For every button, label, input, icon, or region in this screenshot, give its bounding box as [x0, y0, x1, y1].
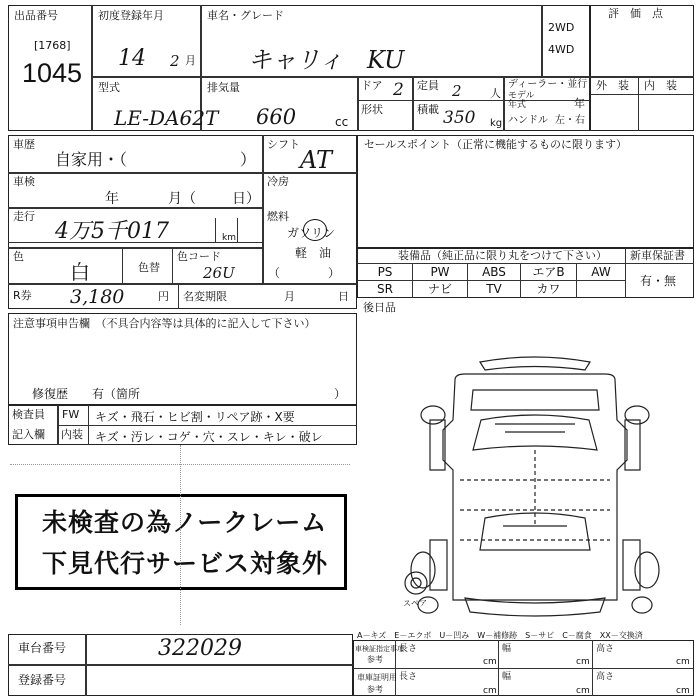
model-year-label: モデル 年式 [508, 91, 535, 110]
mileage-value: 4万5千017 [55, 219, 169, 244]
cm-5: cm [576, 686, 590, 696]
car-name-value: キャリィ KU [248, 46, 405, 74]
first-registration-year: 14 [118, 46, 146, 71]
equip-aw: AW [591, 265, 611, 279]
fuel-gasoline: ガソリン [287, 226, 336, 240]
doors-value: 2 [393, 80, 404, 100]
registration-number-label: 登録番号 [18, 673, 67, 687]
first-registration-label: 初度登録年月 [98, 9, 164, 22]
notes-label: 注意事項申告欄 （不具合内容等は具体的に記入して下さい） [13, 317, 316, 330]
lot-number-label: 出品番号 [14, 9, 58, 22]
damage-legend: A－キズ E－エクボ U－凹み W－補修跡 S－サビ C－腐食 XX－交換済 [357, 631, 643, 640]
color-label: 色 [13, 250, 24, 263]
height-label-2: 高さ [596, 672, 615, 682]
repair-history: 修復歴 有（箇所 [32, 387, 141, 401]
length-label-2: 長さ [399, 672, 418, 682]
equip-pw: PW [430, 265, 450, 279]
cm-3: cm [676, 657, 690, 667]
fuel-paren: （ ） [268, 266, 341, 280]
km-unit: km [222, 233, 236, 243]
length-label-1: 長さ [399, 644, 418, 654]
width-label-1: 幅 [502, 644, 512, 654]
equipment-title: 装備品（純正品に限り丸をつけて下さい） [398, 249, 607, 262]
fuel-label: 燃料 [267, 210, 289, 223]
recycle-label: R券 [13, 289, 32, 302]
inspection-year: 年 [105, 191, 119, 207]
handle-value: 左・右 [555, 115, 585, 126]
shape-label: 形状 [361, 103, 383, 116]
ac-label: 冷房 [267, 175, 289, 188]
inspector-fw: FW [62, 408, 80, 421]
equip-ps: PS [377, 265, 393, 279]
doors-label: ドア [361, 79, 383, 92]
cc-unit: cc [335, 115, 349, 129]
car-damage-diagram [385, 350, 685, 630]
equip-airbag: エアB [532, 265, 565, 279]
first-registration-month: 2 [170, 52, 180, 70]
drive-4wd: 4WD [548, 43, 575, 56]
name-change-day: 日 [338, 290, 349, 303]
equip-leather: カワ [536, 282, 561, 296]
warranty-label: 新車保証書 [630, 249, 685, 262]
sales-point-box [357, 135, 694, 248]
capacity-value: 2 [452, 82, 462, 100]
attached-items-label: 後日品 [363, 301, 396, 314]
name-change-month: 月 [284, 290, 295, 303]
lot-number: 1045 [22, 58, 83, 88]
garage-cert-label: 車庫証明用 [357, 673, 397, 682]
displacement-value: 660 [256, 105, 297, 129]
kg-unit: kg [490, 118, 503, 129]
dealer-label: ディーラー・並行 [508, 79, 588, 90]
month-suffix: 月 [185, 54, 196, 67]
inspector-interior-text: キズ・汚レ・コゲ・穴・スレ・キレ・破レ [95, 430, 323, 444]
history-close: ） [240, 150, 257, 169]
cm-2: cm [576, 657, 590, 667]
recycle-value: 3,180 [70, 286, 125, 308]
inspector-interior: 内装 [61, 428, 83, 441]
sales-point-label: セールスポイント（正常に機能するものに限ります） [364, 138, 628, 151]
shift-label: シフト [267, 138, 300, 151]
cm-4: cm [483, 686, 497, 696]
displacement-label: 排気量 [207, 81, 240, 94]
load-value: 350 [443, 108, 476, 128]
cm-6: cm [676, 686, 690, 696]
equip-abs: ABS [482, 265, 506, 279]
notice-line-2: 下見代行サービス対象外 [42, 549, 329, 578]
history-label: 車歴 [13, 138, 35, 151]
car-name-label: 車名・グレード [207, 9, 284, 22]
mileage-label: 走行 [13, 210, 35, 223]
interior-label: 内 装 [644, 79, 677, 92]
garage-cert-sub: 参考 [367, 685, 383, 694]
drive-2wd: 2WD [548, 21, 575, 34]
color-change-label: 色替 [138, 261, 160, 274]
width-label-2: 幅 [502, 672, 512, 682]
dotted-separator [180, 445, 182, 625]
exterior-label: 外 装 [596, 79, 629, 92]
name-change-label: 名変期限 [183, 290, 227, 303]
prior-spec-sub: 参考 [367, 655, 383, 664]
height-label-1: 高さ [596, 644, 615, 654]
inspector-label-2: 記入欄 [12, 428, 45, 441]
shift-value: AT [300, 146, 333, 174]
handle-label: ハンドル [508, 115, 548, 126]
dotted-separator-h [10, 464, 350, 466]
cm-1: cm [483, 657, 497, 667]
fuel-diesel: 軽 油 [295, 246, 332, 260]
score-box [590, 5, 694, 131]
capacity-unit: 人 [490, 87, 501, 100]
load-label: 積載 [417, 103, 439, 116]
equip-navi: ナビ [427, 282, 452, 296]
equip-sr: SR [377, 282, 393, 296]
equip-tv: TV [486, 282, 502, 296]
inspection-label: 車検 [13, 175, 35, 188]
warranty-value: 有・無 [640, 274, 677, 288]
chassis-number-value: 322029 [158, 636, 242, 661]
lot-sub-number: [1768] [34, 39, 71, 52]
repair-history-close: ） [334, 387, 347, 401]
history-value: 自家用・（ [55, 150, 128, 169]
notice-line-1: 未検査の為ノークレーム [42, 508, 328, 537]
model-value: LE-DA62T [114, 106, 219, 130]
chassis-number-label: 車台番号 [18, 641, 67, 655]
capacity-label: 定員 [417, 79, 439, 92]
inspector-fw-text: キズ・飛石・ヒビ割・リペア跡・X要 [95, 410, 295, 424]
color-code-label: 色コード [177, 250, 221, 263]
inspection-day: 日） [232, 191, 260, 207]
inspector-label-1: 検査員 [12, 408, 45, 421]
score-label: 評 価 点 [608, 7, 663, 20]
color-value: 白 [70, 260, 90, 284]
color-code-value: 26U [203, 264, 235, 282]
prior-spec-label: 車検証指定事項 [355, 645, 404, 653]
year-suffix: 年 [574, 97, 585, 110]
spare-label: スペア [403, 599, 427, 608]
yen-unit: 円 [158, 290, 169, 303]
inspection-month: 月（ [168, 191, 196, 207]
fuel-circle [303, 219, 327, 241]
model-label: 型式 [98, 81, 120, 94]
